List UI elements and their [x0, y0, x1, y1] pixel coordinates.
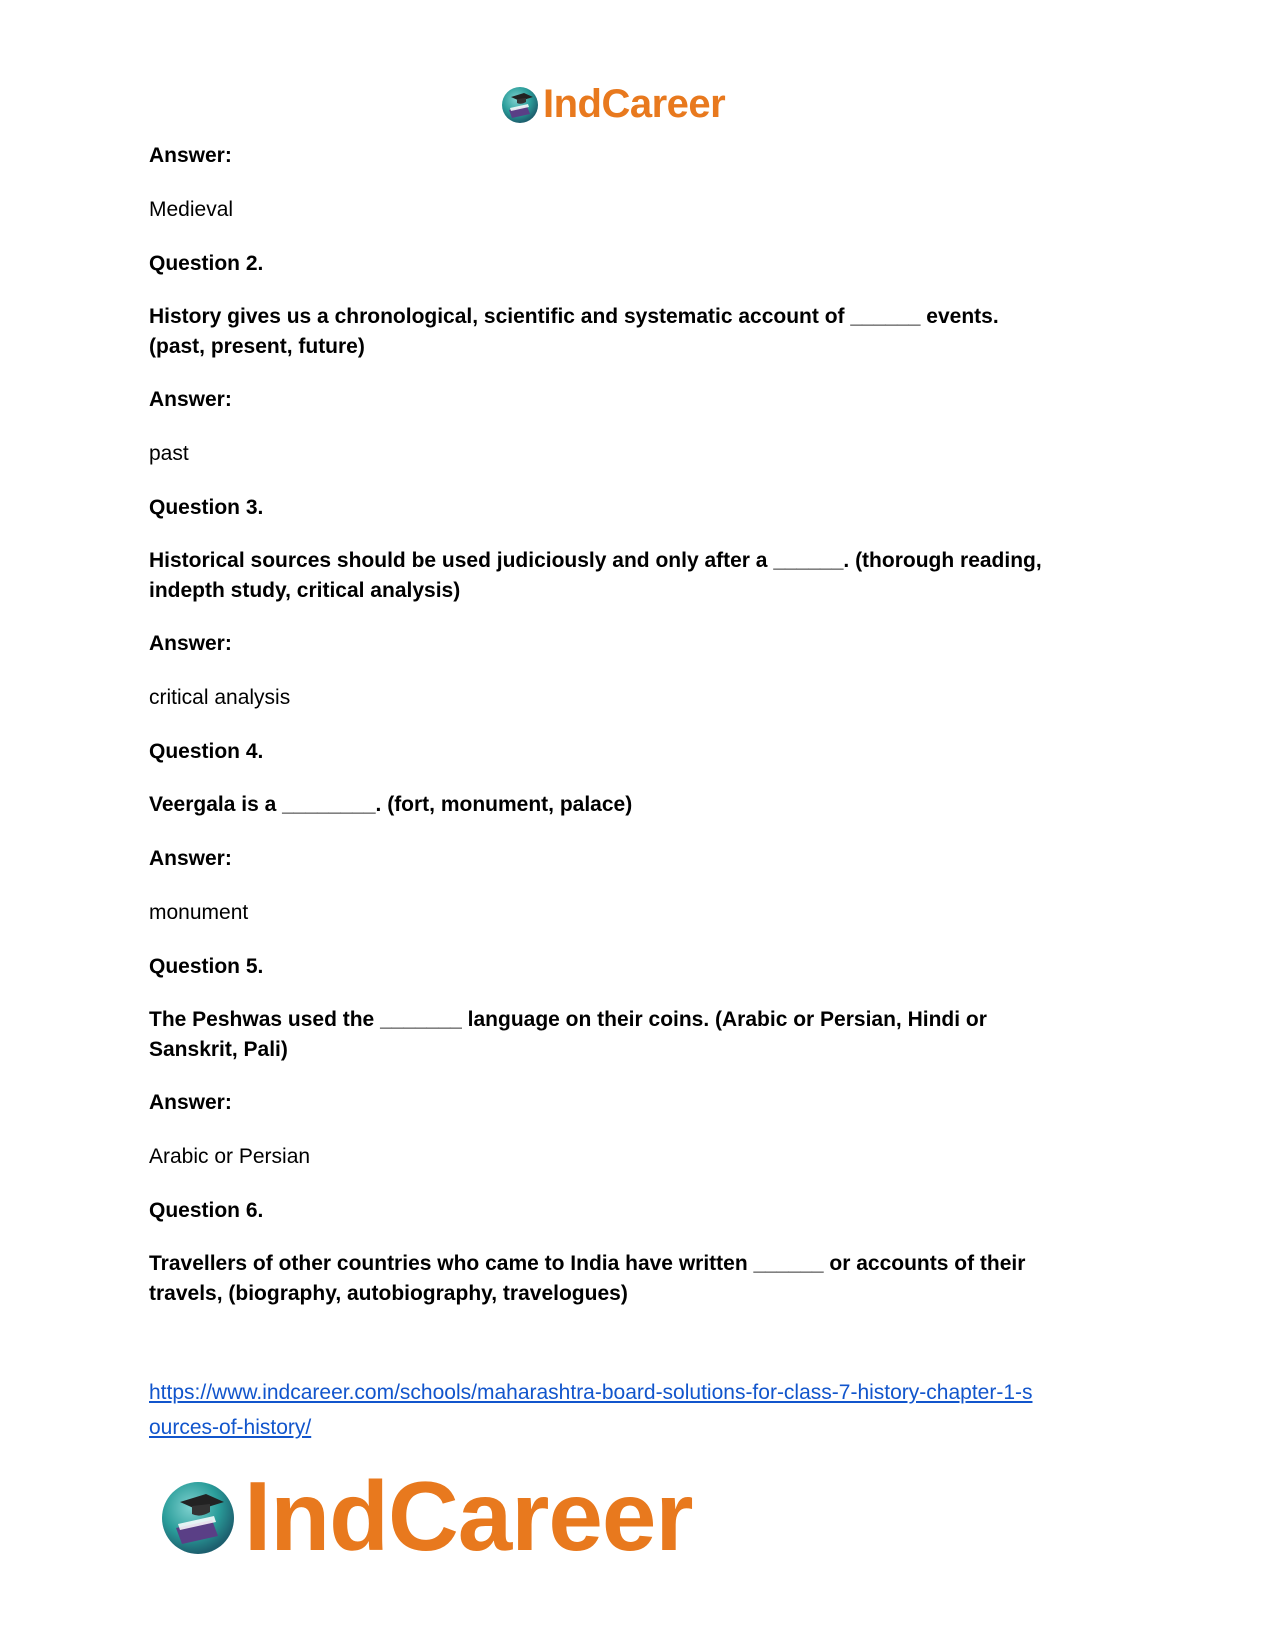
question-label: Question 2. — [149, 252, 264, 275]
globe-book-icon — [500, 84, 540, 124]
question-text: Sanskrit, Pali) — [149, 1038, 288, 1061]
answer-text: Arabic or Persian — [149, 1145, 311, 1168]
source-link[interactable]: https://www.indcareer.com/schools/maharashtra-board-solutions-for-class-7-history-chapter-1-s — [149, 1381, 1033, 1404]
answer-label: Answer: — [149, 144, 232, 167]
question-label: Question 3. — [149, 496, 264, 519]
globe-book-icon — [158, 1476, 238, 1556]
brand-name: IndCareer — [244, 1461, 693, 1571]
answer-text: Medieval — [149, 198, 234, 221]
question-text: History gives us a chronological, scientific and systematic account of ______ events. — [149, 305, 999, 328]
answer-text: past — [149, 442, 189, 465]
answer-label: Answer: — [149, 1091, 232, 1114]
brand-name: IndCareer — [543, 82, 726, 126]
source-link[interactable]: ources-of-history/ — [149, 1416, 312, 1439]
question-label: Question 4. — [149, 740, 264, 763]
question-text: indepth study, critical analysis) — [149, 579, 461, 602]
question-label: Question 6. — [149, 1199, 264, 1222]
question-label: Question 5. — [149, 955, 264, 978]
answer-label: Answer: — [149, 847, 232, 870]
question-text: (past, present, future) — [149, 335, 365, 358]
answer-text: critical analysis — [149, 686, 291, 709]
question-text: Historical sources should be used judiciously and only after a ______. (thorough reading, — [149, 549, 1042, 572]
answer-label: Answer: — [149, 388, 232, 411]
question-text: Travellers of other countries who came to India have written ______ or accounts of their — [149, 1252, 1026, 1275]
question-text: Veergala is a ________. (fort, monument, palace) — [149, 793, 633, 816]
answer-label: Answer: — [149, 632, 232, 655]
question-text: travels, (biography, autobiography, travelogues) — [149, 1282, 628, 1305]
answer-text: monument — [149, 901, 249, 924]
header-logo — [500, 80, 725, 128]
question-text: The Peshwas used the _______ language on their coins. (Arabic or Persian, Hindi or — [149, 1008, 987, 1031]
footer-logo — [158, 1461, 693, 1571]
